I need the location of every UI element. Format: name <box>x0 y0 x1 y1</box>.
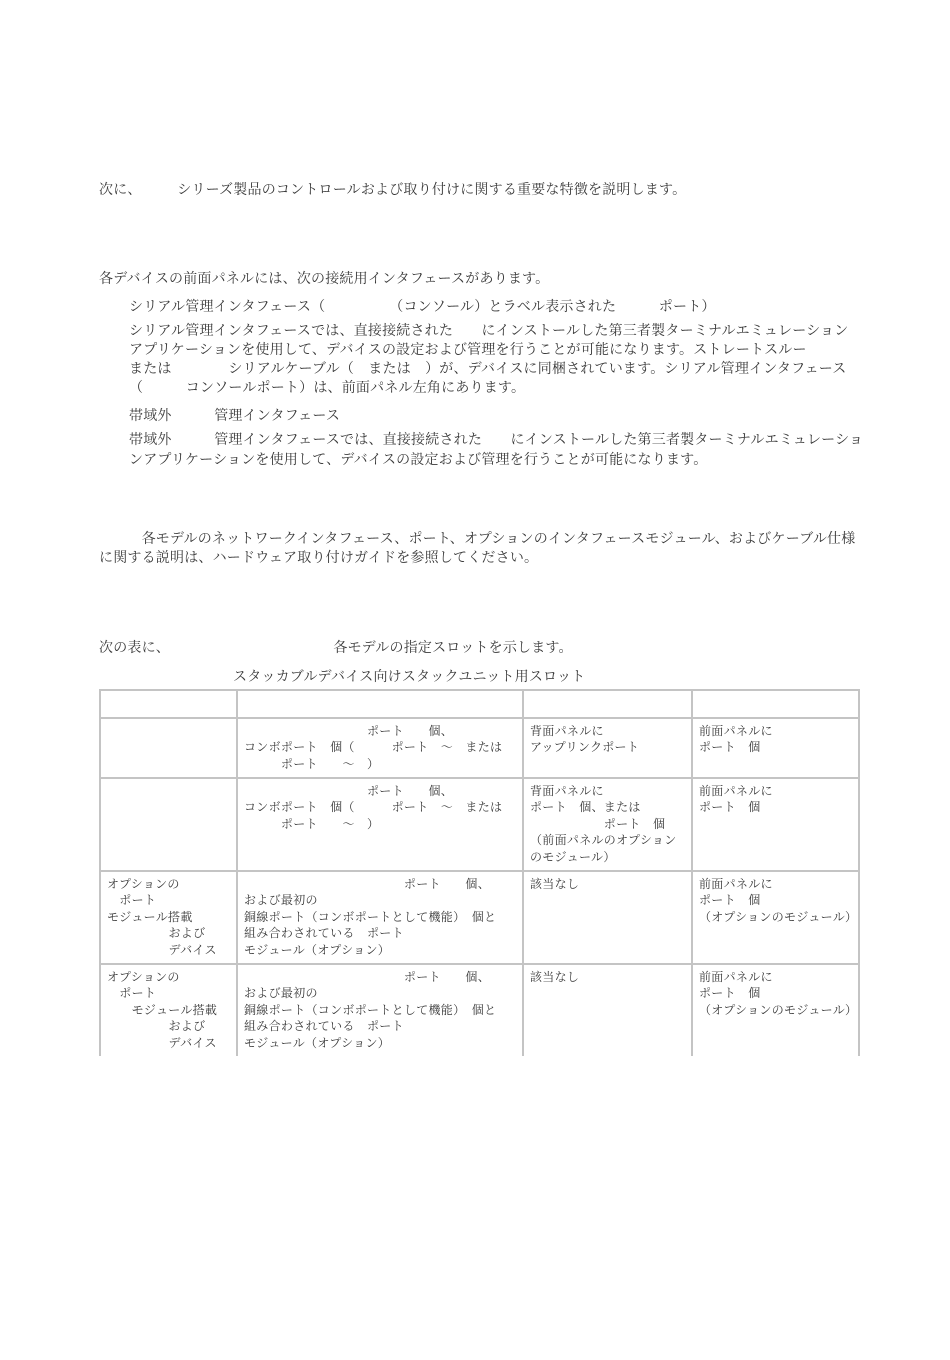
serial-interface-body-line: または シリアルケーブル（ または ）が、デバイスに同梱されています。シリアル管理インタフェース <box>129 361 847 377</box>
model-cell: オプションの ポート モジュール搭載 および デバイス <box>100 871 237 964</box>
ports-cell: ポート 個、 および最初の 銅線ポート（コンボポートとして機能） 個と 組み合わされている ポート モジュール（オプション） <box>237 871 523 964</box>
serial-interface-body-line: アプリケーションを使用して、デバイスの設定および管理を行うことが可能になります。ストレートスルー <box>129 342 807 358</box>
header-cell <box>100 690 237 718</box>
rear-panel-cell: 該当なし <box>523 964 692 1056</box>
rear-panel-cell: 該当なし <box>523 871 692 964</box>
header-cell <box>692 690 859 718</box>
table-header-row <box>100 690 859 718</box>
table-caption: スタッカブルデバイス向けスタックユニット用スロット <box>233 669 586 685</box>
model-cell: オプションの ポート モジュール搭載 および デバイス <box>100 964 237 1056</box>
serial-interface-heading: シリアル管理インタフェース（ （コンソール）とラベル表示された ポート） <box>129 299 716 315</box>
serial-interface-body-line: （ コンソールポート）は、前面パネル左角にあります。 <box>129 380 526 396</box>
model-cell <box>100 718 237 778</box>
ports-cell: ポート 個、 および最初の 銅線ポート（コンボポートとして機能） 個と 組み合わされている ポート モジュール（オプション） <box>237 964 523 1056</box>
rear-panel-cell: 背面パネルに アップリンクポート <box>523 718 692 778</box>
rear-panel-cell: 背面パネルに ポート 個、または ポート 個 （前面パネルのオプション のモジュール） <box>523 778 692 871</box>
stack-unit-slot-table <box>99 689 860 1056</box>
oob-interface-body-line: ンアプリケーションを使用して、デバイスの設定および管理を行うことが可能になります。 <box>129 452 708 468</box>
table-row <box>100 871 859 964</box>
intro-text: 次に、 シリーズ製品のコントロールおよび取り付けに関する重要な特徴を説明します。 <box>99 182 687 198</box>
front-panel-cell: 前面パネルに ポート 個 （オプションのモジュール） <box>692 964 859 1056</box>
model-cell <box>100 778 237 871</box>
reference-text-line: に関する説明は、ハードウェア取り付けガイドを参照してください。 <box>99 550 539 566</box>
table-row <box>100 778 859 871</box>
ports-cell: ポート 個、 コンボポート 個（ ポート ～ または ポート ～ ） <box>237 778 523 871</box>
table-intro: 次の表に、 各モデルの指定スロットを示します。 <box>99 640 573 656</box>
reference-text-line: 各モデルのネットワークインタフェース、ポート、オプションのインタフェースモジュール、およびケーブル仕様 <box>99 531 856 547</box>
serial-interface-body-line: シリアル管理インタフェースでは、直接接続された にインストールした第三者製ターミナルエミュレーション <box>129 323 849 339</box>
table-row <box>100 718 859 778</box>
header-cell <box>237 690 523 718</box>
front-panel-cell: 前面パネルに ポート 個 <box>692 778 859 871</box>
header-cell <box>523 690 692 718</box>
oob-interface-heading: 帯域外 管理インタフェース <box>129 408 341 424</box>
front-panel-lead: 各デバイスの前面パネルには、次の接続用インタフェースがあります。 <box>99 271 550 287</box>
ports-cell: ポート 個、 コンボポート 個（ ポート ～ または ポート ～ ） <box>237 718 523 778</box>
front-panel-cell: 前面パネルに ポート 個 <box>692 718 859 778</box>
oob-interface-body-line: 帯域外 管理インタフェースでは、直接接続された にインストールした第三者製ターミナルエミュレーショ <box>129 432 864 448</box>
table-row <box>100 964 859 1056</box>
front-panel-cell: 前面パネルに ポート 個 （オプションのモジュール） <box>692 871 859 964</box>
